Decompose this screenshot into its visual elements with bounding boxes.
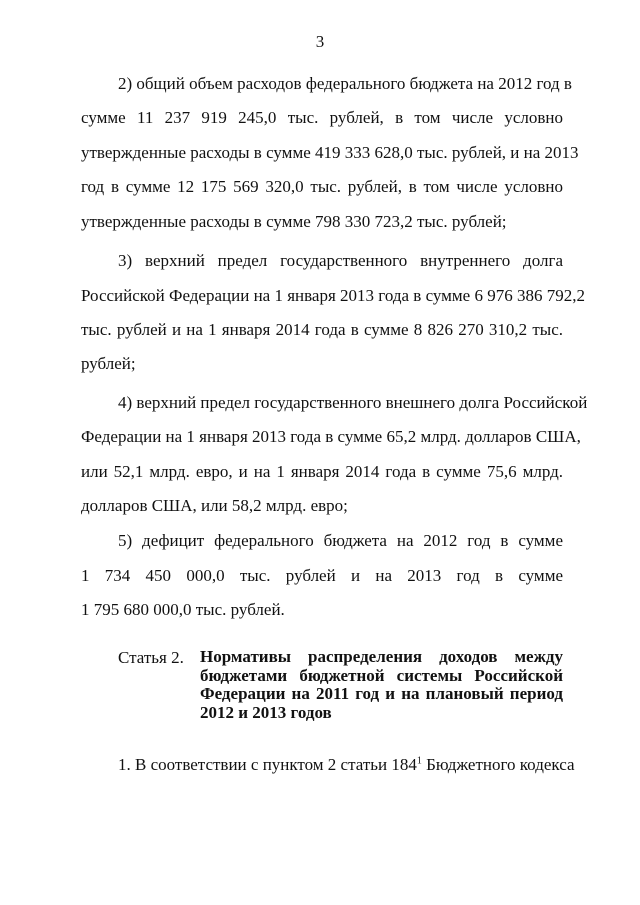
article-label: Статья 2. [118, 648, 184, 667]
final-paragraph-line [118, 755, 575, 775]
text-line: 3) верхний предел государственного внутреннего долга [118, 251, 563, 270]
text-line: или 52,1 млрд. евро, и на 1 января 2014 года в сумме 75,6 млрд. [81, 462, 563, 481]
text-line: рублей; [81, 354, 136, 373]
text-line: утвержденные расходы в сумме 419 333 628,0 тыс. рублей, и на 2013 [81, 143, 579, 162]
text-line: год в сумме 12 175 569 320,0 тыс. рублей, в том числе условно [81, 177, 563, 196]
text-line: 4) верхний предел государственного внешнего долга Российской [118, 393, 588, 412]
superscript: 1 [416, 755, 422, 767]
final-text-after: Бюджетного кодекса [421, 755, 575, 774]
page-number: 3 [315, 32, 325, 51]
text-line: 1 734 450 000,0 тыс. рублей и на 2013 год в сумме [81, 566, 563, 585]
text-line: 5) дефицит федерального бюджета на 2012 год в сумме [118, 531, 563, 550]
text-line: утвержденные расходы в сумме 798 330 723,2 тыс. рублей; [81, 212, 507, 231]
final-text: 1. В соответствии с пунктом 2 статьи 184 [118, 755, 417, 774]
article-title-line: бюджетами бюджетной системы Российской [200, 665, 563, 685]
text-line: сумме 11 237 919 245,0 тыс. рублей, в том числе условно [81, 108, 563, 127]
text-line: тыс. рублей и на 1 января 2014 года в сумме 8 826 270 310,2 тыс. [81, 320, 563, 339]
article-title-line: Федерации на 2011 год и на плановый период [200, 684, 563, 703]
text-line: Федерации на 1 января 2013 года в сумме 65,2 млрд. долларов США, [81, 427, 581, 446]
article-title-line: Нормативы распределения доходов между [200, 647, 563, 666]
text-line: 2) общий объем расходов федерального бюджета на 2012 год в [118, 74, 572, 93]
article-title [200, 648, 563, 722]
text-line: Российской Федерации на 1 января 2013 года в сумме 6 976 386 792,2 [81, 286, 585, 305]
text-line: 1 795 680 000,0 тыс. рублей. [81, 600, 285, 619]
text-line: долларов США, или 58,2 млрд. евро; [81, 496, 348, 515]
article-title-line: 2012 и 2013 годов [200, 702, 332, 722]
